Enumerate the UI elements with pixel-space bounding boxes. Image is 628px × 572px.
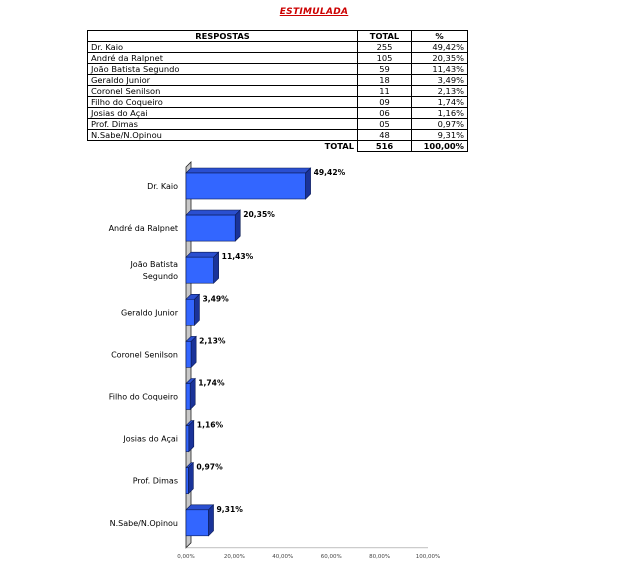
page-title: ESTIMULADA xyxy=(279,7,349,17)
row-total: 105 xyxy=(358,53,412,64)
bar-side-face xyxy=(214,252,219,283)
category-label: Filho do Coqueiro xyxy=(108,392,178,402)
bar-side-face xyxy=(189,421,194,452)
x-tick-label: 80,00% xyxy=(369,553,391,560)
bar-side-face xyxy=(194,294,199,325)
category-label: Geraldo Junior xyxy=(121,308,178,318)
row-name: João Batista Segundo xyxy=(88,64,358,75)
category-label: N.Sabe/N.Opinou xyxy=(109,518,178,528)
total-percent: 100,00% xyxy=(412,141,468,152)
row-name: N.Sabe/N.Opinou xyxy=(88,130,358,141)
row-percent: 2,13% xyxy=(412,86,468,97)
header-respostas: RESPOSTAS xyxy=(88,31,358,42)
row-total: 59 xyxy=(358,64,412,75)
header-percent: % xyxy=(412,31,468,42)
bar-side-face xyxy=(188,463,193,494)
category-label: João Batista xyxy=(130,260,178,270)
bar-side-face xyxy=(306,168,311,199)
category-label: Josias do Açai xyxy=(123,434,178,444)
row-total: 11 xyxy=(358,86,412,97)
data-label: 49,42% xyxy=(313,168,346,177)
row-name: Filho do Coqueiro xyxy=(88,97,358,108)
category-label: Segundo xyxy=(142,272,178,282)
data-label: 11,43% xyxy=(221,252,254,262)
data-label: 9,31% xyxy=(216,504,243,514)
bar xyxy=(186,341,191,367)
row-total: 18 xyxy=(358,75,412,86)
row-name: Geraldo Junior xyxy=(88,75,358,86)
x-tick-label: 0,00% xyxy=(177,553,195,560)
row-name: Dr. Kaio xyxy=(88,42,358,53)
x-tick-label: 60,00% xyxy=(320,553,342,560)
x-tick-label: 40,00% xyxy=(272,553,294,560)
row-percent: 9,31% xyxy=(412,130,468,141)
category-label: Dr. Kaio xyxy=(147,182,178,191)
bar-side-face xyxy=(235,210,240,241)
data-label: 3,49% xyxy=(202,294,229,304)
row-name: André da Ralpnet xyxy=(88,53,358,64)
row-percent: 1,74% xyxy=(412,97,468,108)
data-label: 1,16% xyxy=(196,420,224,430)
bar-top-face xyxy=(186,252,219,257)
row-name: Prof. Dimas xyxy=(88,119,358,130)
row-percent: 49,42% xyxy=(412,42,468,53)
category-label: Coronel Senilson xyxy=(111,350,178,360)
bar xyxy=(186,510,209,536)
row-percent: 11,43% xyxy=(412,64,468,75)
row-percent: 20,35% xyxy=(412,53,468,64)
data-label: 0,97% xyxy=(196,462,223,472)
bar-top-face xyxy=(186,168,311,173)
total-label: TOTAL xyxy=(88,141,358,152)
bar-side-face xyxy=(190,379,195,410)
data-label: 20,35% xyxy=(243,210,275,220)
category-label: Prof. Dimas xyxy=(132,476,178,486)
row-percent: 0,97% xyxy=(412,119,468,130)
row-total: 48 xyxy=(358,130,412,141)
row-percent: 1,16% xyxy=(412,108,468,119)
bar xyxy=(186,426,189,452)
header-total: TOTAL xyxy=(358,31,412,42)
x-tick-label: 100,00% xyxy=(415,553,441,560)
data-label: 2,13% xyxy=(199,336,226,346)
row-total: 06 xyxy=(358,108,412,119)
bar xyxy=(186,215,235,241)
row-total: 255 xyxy=(358,42,412,53)
bar-top-face xyxy=(186,210,240,215)
row-name: Coronel Senilson xyxy=(88,86,358,97)
row-total: 05 xyxy=(358,119,412,130)
bar-side-face xyxy=(209,505,214,536)
bar xyxy=(186,384,190,410)
bar xyxy=(186,257,214,283)
data-label: 1,74% xyxy=(198,378,225,388)
bar-side-face xyxy=(191,336,196,367)
category-label: André da Ralpnet xyxy=(108,224,178,234)
row-total: 09 xyxy=(358,97,412,108)
bar xyxy=(186,173,306,199)
row-name: Josias do Açai xyxy=(88,108,358,119)
row-percent: 3,49% xyxy=(412,75,468,86)
bar xyxy=(186,468,188,494)
bar xyxy=(186,299,194,325)
total-value: 516 xyxy=(358,141,412,152)
x-tick-label: 20,00% xyxy=(223,553,245,560)
